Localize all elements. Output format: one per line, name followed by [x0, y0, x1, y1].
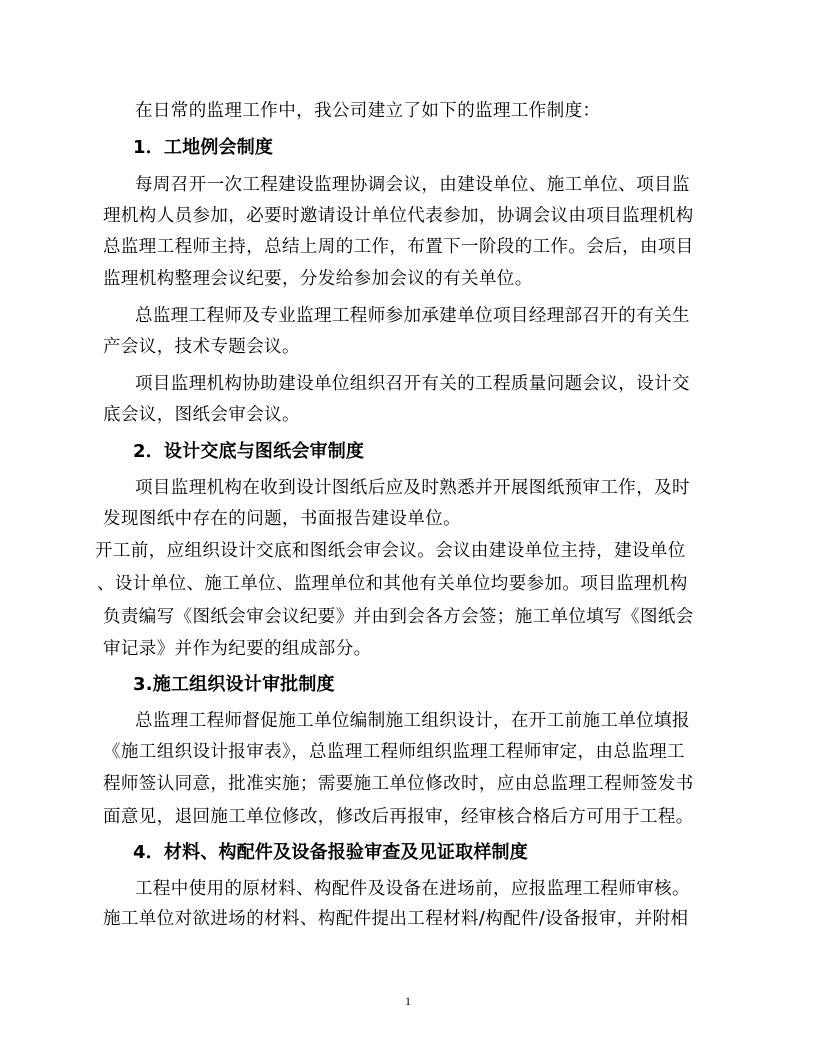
section-2-heading: 2．设计交底与图纸会审制度	[133, 441, 365, 462]
paragraph-line: 开工前，应组织设计交底和图纸会审会议。会议由建设单位主持，建设单位	[95, 541, 686, 561]
paragraph-line: 总监理工程师督促施工单位编制施工组织设计，在开工前施工单位填报	[135, 711, 690, 731]
paragraph-line: 程师签认同意，批准实施；需要施工单位修改时，应由总监理工程师签发书	[103, 774, 694, 794]
paragraph-line: 每周召开一次工程建设监理协调会议，由建设单位、施工单位、项目监	[135, 175, 690, 195]
paragraph-line: 负责编写《图纸会审会议纪要》并由到会各方会签；施工单位填写《图纸会	[103, 607, 694, 627]
paragraph-line: 面意见，退回施工单位修改，修改后再报审，经审核合格后方可用于工程。	[103, 807, 694, 827]
paragraph-line: 项目监理机构在收到设计图纸后应及时熟悉并开展图纸预审工作，及时	[135, 478, 690, 498]
page-number: 1	[405, 994, 411, 1008]
paragraph-line: 发现图纸中存在的问题，书面报告建设单位。	[103, 509, 461, 529]
paragraph-line: 工程中使用的原材料、构配件及设备在进场前，应报监理工程师审核。	[135, 879, 690, 899]
paragraph-line: 《施工组织设计报审表》，总监理工程师组织监理工程师审定，由总监理工	[103, 742, 685, 762]
paragraph-line: 底会议，图纸会审会议。	[103, 405, 300, 425]
paragraph-line: 产会议，技术专题会议。	[103, 337, 300, 357]
paragraph-line: 总监理工程师主持，总结上周的工作，布置下一阶段的工作。会后，由项目	[103, 237, 694, 257]
paragraph-line: 总监理工程师及专业监理工程师参加承建单位项目经理部召开的有关生	[135, 306, 690, 326]
paragraph-line: 审记录》并作为纪要的组成部分。	[103, 639, 372, 659]
paragraph-line: 施工单位对欲进场的材料、构配件提出工程材料/构配件/设备报审，并附相	[103, 909, 689, 929]
section-3-heading: 3.施工组织设计审批制度	[133, 674, 335, 695]
paragraph-line: 监理机构整理会议纪要，分发给参加会议的有关单位。	[103, 269, 533, 289]
section-1-heading: 1．工地例会制度	[133, 137, 274, 158]
paragraph-line: 项目监理机构协助建设单位组织召开有关的工程质量问题会议，设计交	[135, 374, 690, 394]
intro-line: 在日常的监理工作中，我公司建立了如下的监理工作制度：	[135, 101, 601, 121]
paragraph-line: 、设计单位、施工单位、监理单位和其他有关单位均要参加。项目监理机构	[97, 574, 688, 594]
section-4-heading: 4．材料、构配件及设备报验审查及见证取样制度	[133, 842, 528, 863]
paragraph-line: 理机构人员参加，必要时邀请设计单位代表参加，协调会议由项目监理机构	[103, 206, 694, 226]
